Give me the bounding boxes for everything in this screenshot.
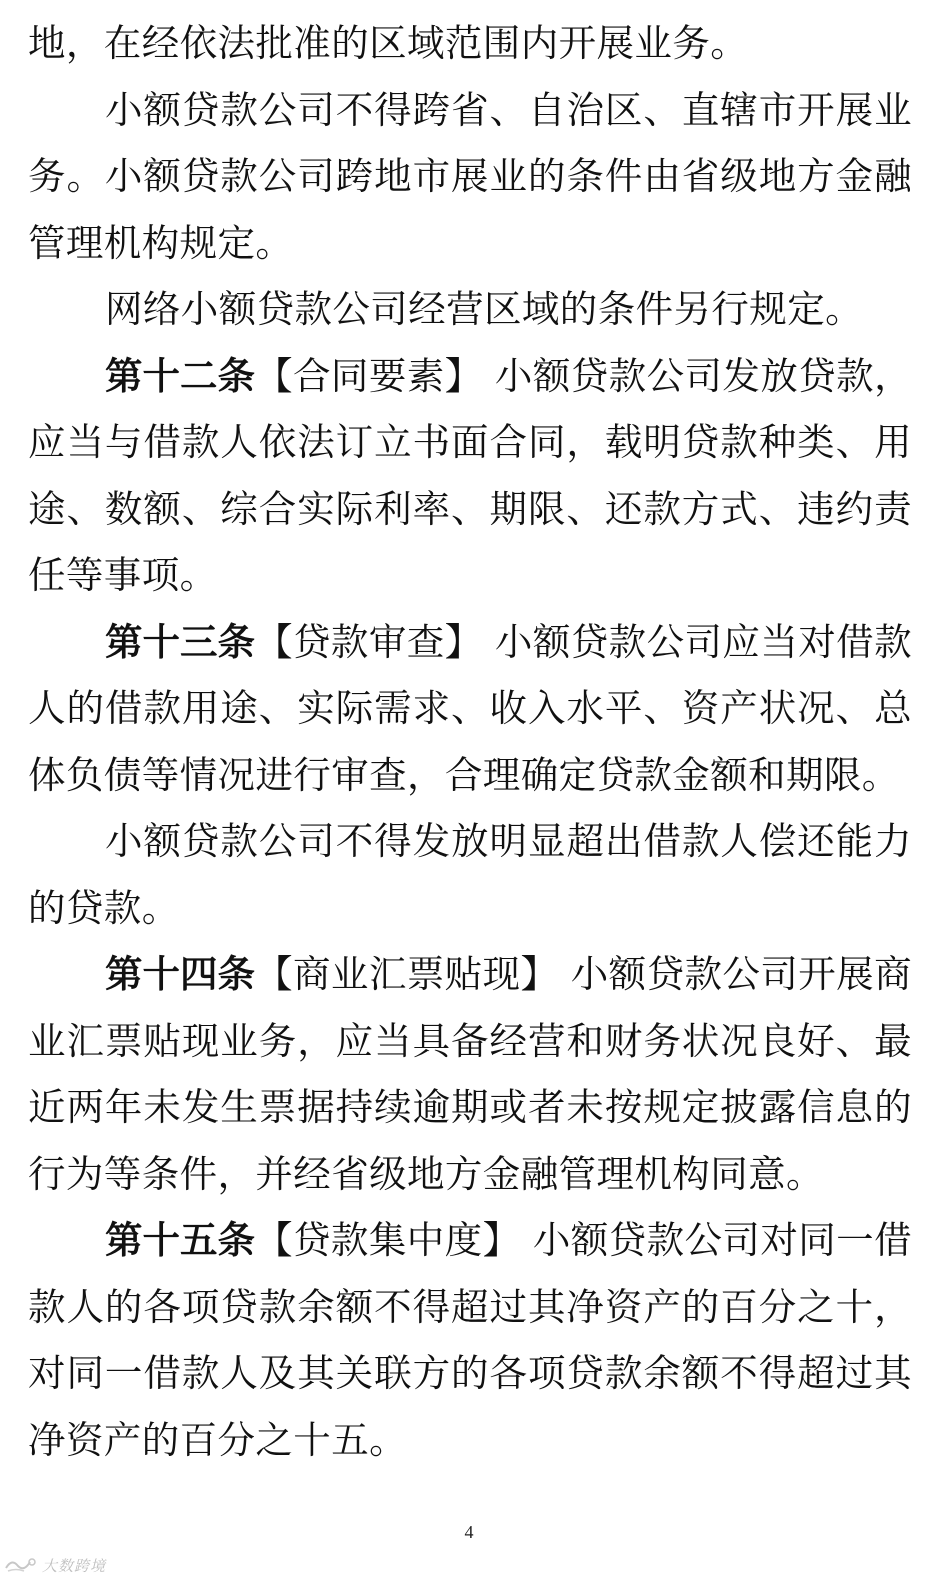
watermark-text: 大数跨境 [42, 1556, 107, 1575]
paragraph-text: 网络小额贷款公司经营区域的条件另行规定。 [105, 287, 863, 331]
article-heading: 【商业汇票贴现】 [255, 952, 559, 996]
article-text: 小额贷款公司对同一借款人的各项贷款余额不得超过其净资产的百分之十，对同一借款人及其关联方的各项贷款余额不得超过其净资产的百分之十五。 [28, 1218, 912, 1462]
article-text: 小额贷款公司应当对借款人的借款用途、实际需求、收入水平、资产状况、总体负债等情况进行审查，合理确定贷款金额和期限。 [28, 619, 913, 797]
article-14 [28, 941, 912, 1207]
paragraph-text: 小额贷款公司不得跨省、自治区、直辖市开展业务。小额贷款公司跨地市展业的条件由省级地方金融管理机构规定。 [28, 87, 912, 265]
sun-wave-logo-icon [4, 1556, 38, 1574]
article-number: 第十三条 [105, 619, 256, 664]
paragraph-text: 地，在经依法批准的区域范围内开展业务。 [28, 21, 749, 65]
watermark [4, 1554, 106, 1576]
paragraph [28, 276, 912, 343]
article-13 [28, 609, 912, 809]
paragraph [28, 77, 912, 277]
article-heading: 【贷款集中度】 [255, 1218, 521, 1262]
body-text [28, 10, 912, 1473]
paragraph-text: 小额贷款公司不得发放明显超出借款人偿还能力的贷款。 [28, 819, 912, 930]
article-heading: 【贷款审查】 [255, 619, 483, 664]
article-number: 第十二条 [105, 353, 256, 398]
paragraph [28, 10, 912, 77]
page-number: 4 [464, 1522, 474, 1542]
article-15 [28, 1207, 912, 1473]
article-12 [28, 343, 912, 609]
paragraph [28, 808, 912, 941]
article-text: 小额贷款公司开展商业汇票贴现业务，应当具备经营和财务状况良好、最近两年未发生票据持续逾期或者未按规定披露信息的行为等条件，并经省级地方金融管理机构同意。 [28, 952, 913, 1196]
article-number: 第十四条 [105, 952, 256, 996]
article-text: 小额贷款公司发放贷款，应当与借款人依法订立书面合同，载明贷款种类、用途、数额、综合实际利率、期限、还款方式、违约责任等事项。 [28, 353, 913, 597]
article-heading: 【合同要素】 [255, 353, 483, 398]
article-number: 第十五条 [105, 1218, 256, 1262]
